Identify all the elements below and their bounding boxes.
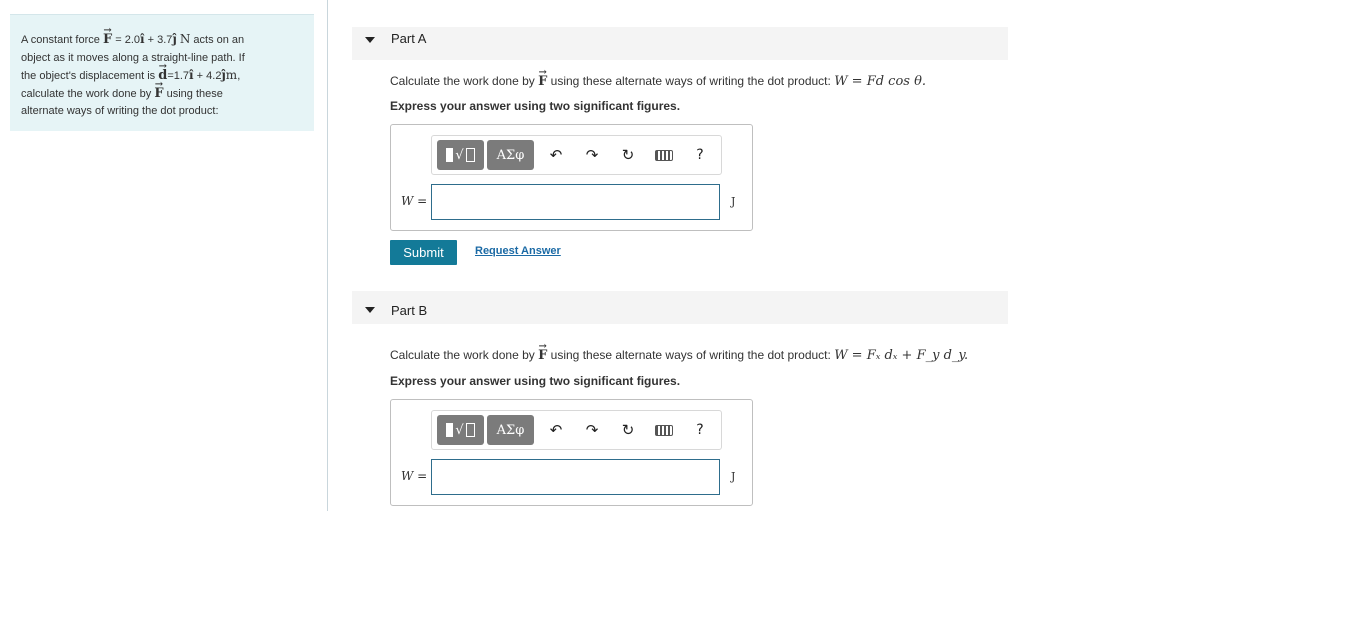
keyboard-icon[interactable] [655, 425, 673, 436]
part-a-answer-box [390, 124, 753, 231]
force-vector-symbol: → F [154, 88, 163, 99]
force-vector-symbol: → F [538, 76, 547, 87]
part-b-instruction: Express your answer using two significant figures. [390, 374, 681, 388]
math-toolbar [431, 410, 722, 450]
problem-statement [10, 14, 314, 131]
part-b-header[interactable] [352, 291, 1008, 324]
help-button[interactable]: ? [696, 422, 704, 438]
undo-icon[interactable]: ↶ [549, 421, 563, 439]
part-b-answer-input[interactable] [431, 459, 720, 495]
problem-line-3: the object's displacement is → d=1.7î + 4.2ĵm, [21, 67, 303, 86]
problem-line-4: calculate the work done by → F using these [21, 86, 303, 104]
templates-icon: √ [446, 148, 474, 163]
greek-symbols-button[interactable]: ΑΣφ [487, 140, 534, 170]
greek-symbols-button[interactable]: ΑΣφ [487, 415, 534, 445]
problem-line-5: alternate ways of writing the dot product: [21, 105, 219, 117]
force-vector-symbol: → F [538, 350, 547, 361]
part-b-formula: W = Fₓ dₓ + F_y d_y. [834, 348, 969, 363]
part-a-answer-input[interactable] [431, 184, 720, 220]
part-b-answer-box [390, 399, 753, 506]
submit-button[interactable]: Submit [390, 240, 457, 265]
part-a-title: Part A [391, 31, 427, 46]
part-a-header[interactable] [352, 27, 1008, 60]
part-b-question: Calculate the work done by → F using these alternate ways of writing the dot product: W = Fₓ dₓ + F_y d_y. [390, 348, 968, 363]
part-b-unit: J [731, 470, 736, 483]
math-toolbar [431, 135, 722, 175]
request-answer-link[interactable]: Request Answer [475, 245, 561, 257]
displacement-vector-symbol: → d [158, 70, 167, 81]
templates-button[interactable] [437, 415, 484, 445]
keyboard-icon[interactable] [655, 150, 673, 161]
problem-line-1: A constant force → F = 2.0î + 3.7ĵ N acts on an [21, 31, 303, 50]
part-a-variable-label: W = [401, 194, 428, 208]
undo-icon[interactable]: ↶ [549, 146, 563, 164]
part-b-title: Part B [391, 303, 428, 318]
reset-icon[interactable]: ↻ [621, 421, 635, 439]
column-divider [327, 0, 328, 511]
templates-icon: √ [446, 423, 474, 438]
caret-down-icon[interactable] [365, 37, 375, 43]
redo-icon[interactable]: ↷ [585, 146, 599, 164]
part-a-unit: J [731, 195, 736, 208]
problem-line-2: object as it moves along a straight-line path. If [21, 51, 245, 64]
redo-icon[interactable]: ↷ [585, 421, 599, 439]
templates-button[interactable] [437, 140, 484, 170]
caret-down-icon[interactable] [365, 307, 375, 313]
part-a-instruction: Express your answer using two significant figures. [390, 99, 681, 113]
reset-icon[interactable]: ↻ [621, 146, 635, 164]
force-vector-symbol: → F [103, 34, 112, 45]
part-a-formula: W = Fd cos θ. [834, 74, 927, 89]
part-a-question: Calculate the work done by → F using these alternate ways of writing the dot product: W = Fd cos θ. [390, 74, 926, 89]
part-b-variable-label: W = [401, 469, 428, 483]
help-button[interactable]: ? [696, 147, 704, 163]
